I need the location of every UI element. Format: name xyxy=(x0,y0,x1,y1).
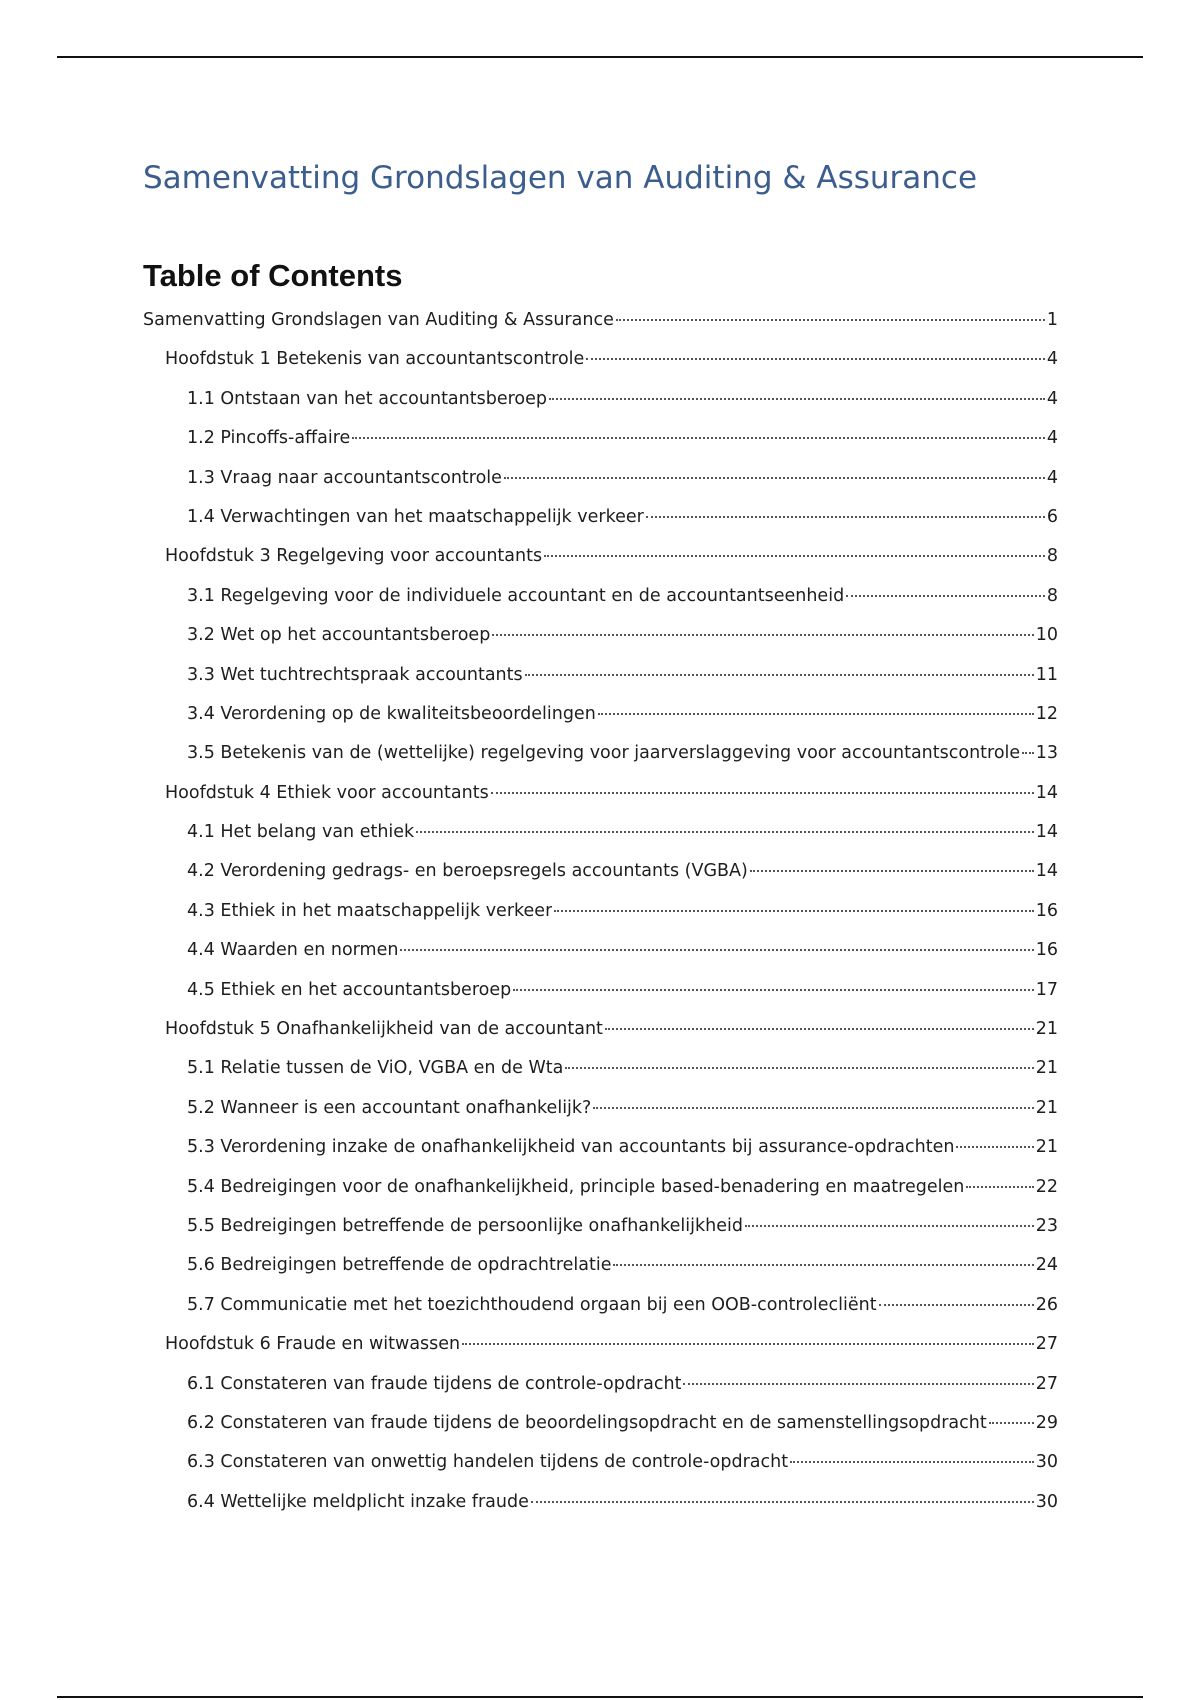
toc-entry-label: 1.3 Vraag naar accountantscontrole xyxy=(187,467,502,488)
toc-dot-leader xyxy=(745,1225,1034,1227)
toc-dot-leader xyxy=(879,1304,1034,1306)
toc-dot-leader xyxy=(593,1107,1033,1109)
toc-page-number: 21 xyxy=(1035,1058,1058,1079)
toc-entry-label: 5.3 Verordening inzake de onafhankelijkheid van accountants bij assurance-opdrachten xyxy=(187,1137,955,1158)
toc-entry-label: 6.3 Constateren van onwettig handelen tijdens de controle-opdracht xyxy=(187,1452,789,1473)
toc-page-number: 4 xyxy=(1046,388,1058,409)
toc-dot-leader xyxy=(416,831,1034,833)
toc-entry[interactable] xyxy=(143,743,1058,782)
toc-entry-label: Hoofdstuk 5 Onafhankelijkheid van de accountant xyxy=(165,1019,603,1040)
toc-entry-label: 5.1 Relatie tussen de ViO, VGBA en de Wta xyxy=(187,1058,564,1079)
table-of-contents xyxy=(143,310,1058,1531)
toc-entry[interactable] xyxy=(143,940,1058,979)
toc-page-number: 14 xyxy=(1035,782,1058,803)
toc-entry[interactable] xyxy=(143,389,1058,428)
toc-page-number: 13 xyxy=(1035,743,1058,764)
toc-page-number: 14 xyxy=(1035,822,1058,843)
footer-rule xyxy=(57,1696,1143,1698)
header-rule xyxy=(57,56,1143,58)
toc-page-number: 17 xyxy=(1035,979,1058,1000)
toc-page-number: 16 xyxy=(1035,900,1058,921)
toc-entry[interactable] xyxy=(143,822,1058,861)
toc-page-number: 6 xyxy=(1046,506,1058,527)
toc-entry[interactable] xyxy=(143,428,1058,467)
toc-dot-leader xyxy=(989,1422,1034,1424)
toc-entry[interactable] xyxy=(143,1295,1058,1334)
toc-entry-label: 4.5 Ethiek en het accountantsberoep xyxy=(187,979,512,1000)
toc-page-number: 4 xyxy=(1046,349,1058,370)
toc-entry-label: Hoofdstuk 6 Fraude en witwassen xyxy=(165,1334,461,1355)
toc-entry[interactable] xyxy=(143,980,1058,1019)
toc-dot-leader xyxy=(586,358,1045,360)
toc-dot-leader xyxy=(846,595,1045,597)
toc-entry-label: 6.1 Constateren van fraude tijdens de controle-opdracht xyxy=(187,1373,682,1394)
toc-page-number: 26 xyxy=(1035,1294,1058,1315)
toc-entry[interactable] xyxy=(143,901,1058,940)
toc-page-number: 8 xyxy=(1046,585,1058,606)
toc-dot-leader xyxy=(616,319,1045,321)
toc-dot-leader xyxy=(598,713,1034,715)
toc-page-number: 24 xyxy=(1035,1255,1058,1276)
toc-page-number: 30 xyxy=(1035,1452,1058,1473)
toc-entry[interactable] xyxy=(143,1334,1058,1373)
toc-dot-leader xyxy=(750,870,1034,872)
toc-page-number: 22 xyxy=(1035,1176,1058,1197)
toc-entry[interactable] xyxy=(143,468,1058,507)
toc-dot-leader xyxy=(462,1343,1034,1345)
toc-page-number: 30 xyxy=(1035,1491,1058,1512)
toc-entry[interactable] xyxy=(143,1374,1058,1413)
toc-entry[interactable] xyxy=(143,1019,1058,1058)
toc-dot-leader xyxy=(966,1186,1033,1188)
toc-page-number: 14 xyxy=(1035,861,1058,882)
toc-entry[interactable] xyxy=(143,1413,1058,1452)
toc-entry[interactable] xyxy=(143,1492,1058,1531)
toc-entry-label: Samenvatting Grondslagen van Auditing & Assurance xyxy=(143,310,614,330)
toc-entry-label: 1.2 Pincoffs-affaire xyxy=(187,428,351,449)
toc-entry[interactable] xyxy=(143,1452,1058,1491)
toc-entry-label: 3.2 Wet op het accountantsberoep xyxy=(187,625,491,646)
toc-entry-label: Hoofdstuk 1 Betekenis van accountantscontrole xyxy=(165,349,585,370)
toc-page-number: 16 xyxy=(1035,940,1058,961)
toc-entry[interactable] xyxy=(143,1137,1058,1176)
toc-entry-label: Hoofdstuk 4 Ethiek voor accountants xyxy=(165,782,489,803)
toc-entry[interactable] xyxy=(143,625,1058,664)
toc-entry[interactable] xyxy=(143,507,1058,546)
toc-dot-leader xyxy=(531,1501,1034,1503)
toc-page-number: 11 xyxy=(1035,664,1058,685)
toc-entry-label: Hoofdstuk 3 Regelgeving voor accountants xyxy=(165,546,543,567)
toc-entry-label: 6.4 Wettelijke meldplicht inzake fraude xyxy=(187,1491,529,1512)
toc-entry[interactable] xyxy=(143,310,1058,349)
toc-entry-label: 3.1 Regelgeving voor de individuele accountant en de accountantseenheid xyxy=(187,585,845,606)
toc-dot-leader xyxy=(491,792,1034,794)
toc-page-number: 4 xyxy=(1046,467,1058,488)
toc-entry[interactable] xyxy=(143,1098,1058,1137)
toc-dot-leader xyxy=(646,516,1045,518)
toc-entry-label: 5.6 Bedreigingen betreffende de opdrachtrelatie xyxy=(187,1255,612,1276)
toc-dot-leader xyxy=(544,555,1045,557)
toc-entry-label: 3.4 Verordening op de kwaliteitsbeoordelingen xyxy=(187,703,596,724)
toc-heading: Table of Contents xyxy=(143,258,403,293)
toc-dot-leader xyxy=(565,1067,1033,1069)
toc-dot-leader xyxy=(554,910,1033,912)
toc-entry-label: 4.1 Het belang van ethiek xyxy=(187,822,415,843)
toc-dot-leader xyxy=(549,398,1045,400)
toc-page-number: 29 xyxy=(1035,1412,1058,1433)
toc-entry[interactable] xyxy=(143,783,1058,822)
toc-page-number: 27 xyxy=(1035,1334,1058,1355)
toc-entry-label: 3.5 Betekenis van de (wettelijke) regelgeving voor jaarverslaggeving voor accountantscontrole xyxy=(187,743,1021,764)
toc-dot-leader xyxy=(504,477,1045,479)
toc-page-number: 1 xyxy=(1046,310,1058,330)
toc-entry-label: 4.4 Waarden en normen xyxy=(187,940,399,961)
toc-entry[interactable] xyxy=(143,546,1058,585)
toc-entry-label: 1.4 Verwachtingen van het maatschappelijk verkeer xyxy=(187,506,644,527)
toc-entry-label: 5.5 Bedreigingen betreffende de persoonlijke onafhankelijkheid xyxy=(187,1215,743,1236)
toc-entry-label: 4.3 Ethiek in het maatschappelijk verkeer xyxy=(187,900,553,921)
toc-entry[interactable] xyxy=(143,586,1058,625)
toc-entry-label: 1.1 Ontstaan van het accountantsberoep xyxy=(187,388,547,409)
toc-dot-leader xyxy=(683,1383,1033,1385)
toc-entry[interactable] xyxy=(143,861,1058,900)
toc-dot-leader xyxy=(400,949,1033,951)
toc-page-number: 21 xyxy=(1035,1019,1058,1040)
toc-page-number: 10 xyxy=(1035,625,1058,646)
toc-page-number: 4 xyxy=(1046,428,1058,449)
toc-dot-leader xyxy=(492,634,1033,636)
toc-page-number: 21 xyxy=(1035,1137,1058,1158)
document-title: Samenvatting Grondslagen van Auditing & Assurance xyxy=(143,160,978,196)
toc-entry[interactable] xyxy=(143,704,1058,743)
toc-entry[interactable] xyxy=(143,1255,1058,1294)
toc-dot-leader xyxy=(790,1461,1034,1463)
toc-page-number: 27 xyxy=(1035,1373,1058,1394)
toc-entry-label: 5.7 Communicatie met het toezichthoudend orgaan bij een OOB-controlecliënt xyxy=(187,1294,877,1315)
toc-dot-leader xyxy=(352,437,1045,439)
toc-dot-leader xyxy=(1022,752,1034,754)
toc-entry[interactable] xyxy=(143,665,1058,704)
toc-page-number: 8 xyxy=(1046,546,1058,567)
toc-dot-leader xyxy=(613,1264,1033,1266)
toc-page-number: 12 xyxy=(1035,703,1058,724)
toc-entry[interactable] xyxy=(143,1216,1058,1255)
toc-entry[interactable] xyxy=(143,1058,1058,1097)
toc-dot-leader xyxy=(525,674,1034,676)
toc-entry-label: 5.2 Wanneer is een accountant onafhankelijk? xyxy=(187,1097,592,1118)
toc-page-number: 21 xyxy=(1035,1097,1058,1118)
toc-entry-label: 5.4 Bedreigingen voor de onafhankelijkheid, principle based-benadering en maatregelen xyxy=(187,1176,965,1197)
toc-dot-leader xyxy=(956,1146,1033,1148)
toc-entry-label: 3.3 Wet tuchtrechtspraak accountants xyxy=(187,664,523,685)
toc-dot-leader xyxy=(605,1028,1034,1030)
toc-dot-leader xyxy=(513,989,1034,991)
toc-page-number: 23 xyxy=(1035,1215,1058,1236)
toc-entry-label: 6.2 Constateren van fraude tijdens de beoordelingsopdracht en de samenstellingsopdracht xyxy=(187,1412,987,1433)
toc-entry[interactable] xyxy=(143,1177,1058,1216)
toc-entry-label: 4.2 Verordening gedrags- en beroepsregels accountants (VGBA) xyxy=(187,861,748,882)
toc-entry[interactable] xyxy=(143,349,1058,388)
